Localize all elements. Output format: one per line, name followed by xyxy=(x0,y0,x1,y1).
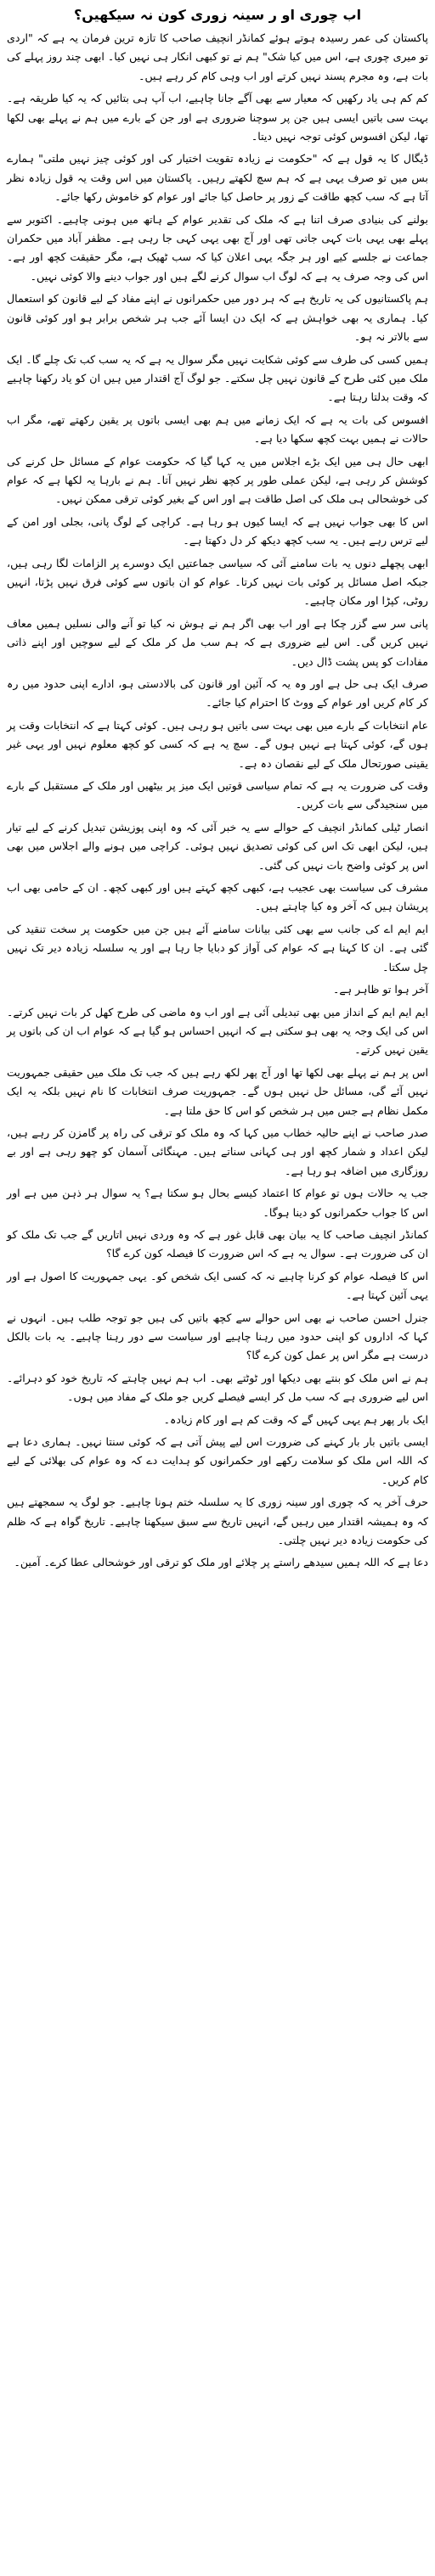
article-paragraph: صرف ایک ہی حل ہے اور وہ یہ کہ آئین اور قانون کی بالادستی ہو، ادارے اپنی حدود میں رہ کر کام کریں اور عوام کے ووٹ کا احترام کیا جائے۔ xyxy=(7,677,428,710)
article-paragraph: کمانڈر انچیف صاحب کا یہ بیان بھی قابل غور ہے کہ وہ وردی نہیں اتاریں گے جب تک ملک کو ان کی ضرورت ہے۔ سوال یہ ہے کہ اس ضرورت کا فیصلہ کون کرے گا؟ xyxy=(7,1227,428,1260)
article-paragraph: ابھی حال ہی میں ایک بڑے اجلاس میں یہ کہا گیا کہ حکومت عوام کے مسائل حل کرنے کی کوشش کر رہی ہے، لیکن عملی طور پر کچھ نظر نہیں آتا۔ ہم نے بارہا یہ لکھا ہے کہ عوام کی خوشحالی ہی ملک کی اصل طاقت ہے اور اس کے بغیر کوئی ترقی ممکن نہیں۔ xyxy=(7,454,428,506)
article-paragraph: مشرف کی سیاست بھی عجیب ہے، کبھی کچھ کہتے ہیں اور کبھی کچھ۔ ان کے حامی بھی اب پریشان ہیں کہ آخر وہ کیا چاہتے ہیں۔ xyxy=(7,881,428,913)
article-paragraph: ایسی باتیں بار بار کہنے کی ضرورت اس لیے پیش آتی ہے کہ کوئی سنتا نہیں۔ ہماری دعا ہے کہ اللہ اس ملک کو سلامت رکھے اور حکمرانوں کو ہدایت دے کہ وہ عوام کی بھلائی کے لیے کام کریں۔ xyxy=(7,1435,428,1486)
article-paragraph: صدر صاحب نے اپنے حالیہ خطاب میں کہا کہ وہ ملک کو ترقی کی راہ پر گامزن کر رہے ہیں، لیکن اعداد و شمار کچھ اور ہی کہانی سناتے ہیں۔ مہنگائی آسمان کو چھو رہی ہے اور بے روزگاری میں اضافہ ہو رہا ہے۔ xyxy=(7,1125,428,1177)
article-paragraph: اس پر ہم نے پہلے بھی لکھا تھا اور آج پھر لکھ رہے ہیں کہ جب تک ملک میں حقیقی جمہوریت نہیں آئے گی، مسائل حل نہیں ہوں گے۔ جمہوریت صرف انتخابات کا نام نہیں بلکہ یہ ایک مکمل نظام ہے جس میں ہر شخص کو اس کا حق ملتا ہے۔ xyxy=(7,1065,428,1117)
article-paragraph: ایم ایم ایم کے انداز میں بھی تبدیلی آئی ہے اور اب وہ ماضی کی طرح کھل کر بات نہیں کرتے۔ اس کی ایک وجہ یہ بھی ہو سکتی ہے کہ انہیں احساس ہو گیا ہے کہ عوام اب ان کی باتوں پر یقین نہیں کرتے۔ xyxy=(7,1005,428,1057)
article-paragraph: وقت کی ضرورت یہ ہے کہ تمام سیاسی قوتیں ایک میز پر بیٹھیں اور ملک کے مستقبل کے بارے میں سنجیدگی سے بات کریں۔ xyxy=(7,779,428,811)
article-paragraph: اس کا بھی جواب نہیں ہے کہ ایسا کیوں ہو رہا ہے۔ کراچی کے لوگ پانی، بجلی اور امن کے لیے ترس رہے ہیں۔ یہ سب کچھ دیکھ کر دل دکھتا ہے۔ xyxy=(7,514,428,547)
article-paragraph: انصار ٹیلی کمانڈر انچیف کے حوالے سے یہ خبر آئی کہ وہ اپنی پوزیشن تبدیل کرنے کے لیے تیار ہیں، لیکن ابھی تک اس کی کوئی تصدیق نہیں ہوئی۔ کراچی میں ہونے والے اجلاس میں بھی اس پر کوئی واضح بات نہیں کی گئی۔ xyxy=(7,820,428,872)
article-paragraph: کم کم ہی یاد رکھیں کہ معیار سے بھی آگے جانا چاہیے، اب آپ ہی بتائیں کہ یہ کیا طریقہ ہے۔ بہت سی باتیں ایسی ہیں جن پر سوچنا ضروری ہے اور جن کے بارے میں ہم نے پہلے بھی لکھا تھا، لیکن افسوس کوئی توجہ نہیں دیتا۔ xyxy=(7,92,428,143)
article-paragraph: افسوس کی بات یہ ہے کہ ایک زمانے میں ہم بھی ایسی باتوں پر یقین رکھتے تھے، مگر اب حالات نے ہمیں بہت کچھ سکھا دیا ہے۔ xyxy=(7,412,428,446)
article-paragraph: ایم ایم اے کی جانب سے بھی کئی بیانات سامنے آئے ہیں جن میں حکومت پر سخت تنقید کی گئی ہے۔ ان کا کہنا ہے کہ عوام کی آواز کو دبایا جا رہا ہے اور یہ سلسلہ زیادہ دیر تک نہیں چل سکتا۔ xyxy=(7,922,428,974)
article-paragraph: اس کا فیصلہ عوام کو کرنا چاہیے نہ کہ کسی ایک شخص کو۔ یہی جمہوریت کا اصول ہے اور یہی آئین کہتا ہے۔ xyxy=(7,1269,428,1302)
article-paragraph: پانی سر سے گزر چکا ہے اور اب بھی اگر ہم نے ہوش نہ کیا تو آنے والی نسلیں ہمیں معاف نہیں کریں گی۔ اس لیے ضروری ہے کہ ہم سب مل کر ملک کے لیے سوچیں اور اپنے ذاتی مفادات کو پس پشت ڈال دیں۔ xyxy=(7,616,428,668)
article-paragraph: بولنے کی بنیادی صرف اتنا ہے کہ ملک کی تقدیر عوام کے ہاتھ میں ہونی چاہیے۔ اکتوبر سے پہلے بھی یہی بات کہی جاتی تھی اور آج بھی یہی کہی جا رہی ہے۔ مظفر آباد میں حکمران جماعت نے جلسے کیے اور ہر جگہ یہی اعلان کیا کہ سب ٹھیک ہے، مگر حقیقت کچھ اور ہے۔ اس کی وجہ صرف یہ ہے کہ لوگ اب سوال کرنے لگے ہیں اور جواب دینے والا کوئی نہیں۔ xyxy=(7,212,428,283)
article-paragraph: دعا ہے کہ اللہ ہمیں سیدھے راستے پر چلائے اور ملک کو ترقی اور خوشحالی عطا کرے۔ آمین۔ xyxy=(14,1556,428,1569)
article-paragraph: ابھی پچھلے دنوں یہ بات سامنے آئی کہ سیاسی جماعتیں ایک دوسرے پر الزامات لگا رہی ہیں، جبکہ اصل مسائل پر کوئی بات نہیں کرتا۔ عوام کو ان باتوں سے کوئی فرق نہیں پڑتا، انہیں روٹی، کپڑا اور مکان چاہیے۔ xyxy=(7,556,428,608)
article-paragraph: ہمیں کسی کی طرف سے کوئی شکایت نہیں مگر سوال یہ ہے کہ یہ سب کب تک چلے گا۔ ایک ملک میں کئی طرح کے قانون نہیں چل سکتے۔ جو لوگ آج اقتدار میں ہیں ان کو یاد رکھنا چاہیے کہ وقت بدلتا رہتا ہے۔ xyxy=(7,352,428,404)
article-paragraph: ڈیگال کا یہ قول ہے کہ "حکومت نے زیادہ تقویت اختیار کی اور کوئی چیز نہیں ملتی" ہمارے بس میں تو صرف یہی ہے کہ ہم سچ لکھتے رہیں۔ پاکستان میں اس وقت یہ قول زیادہ نظر آتا ہے کہ سب کچھ طاقت کے زور پر حاصل کیا جائے اور عوام کو خاموش رکھا جائے۔ xyxy=(7,152,428,204)
article-paragraph: جب یہ حالات ہوں تو عوام کا اعتماد کیسے بحال ہو سکتا ہے؟ یہ سوال ہر ذہن میں ہے اور اس کا جواب حکمرانوں کو دینا ہوگا۔ xyxy=(7,1187,428,1219)
article-headline: اب چوری او ر سینہ زوری کون نہ سیکھیں؟ xyxy=(73,7,362,23)
article-paragraph: ہم پاکستانیوں کی یہ تاریخ ہے کہ ہر دور میں حکمرانوں نے اپنے مفاد کے لیے قانون کو استعمال کیا۔ ہماری یہ بھی خواہش ہے کہ ایک دن ایسا آئے جب ہر شخص برابر ہو اور کوئی قانون سے بالاتر نہ ہو۔ xyxy=(7,292,428,344)
article-paragraph: عام انتخابات کے بارے میں بھی بہت سی باتیں ہو رہی ہیں۔ کوئی کہتا ہے کہ انتخابات وقت پر ہوں گے، کوئی کہتا ہے نہیں ہوں گے۔ سچ یہ ہے کہ کسی کو کچھ معلوم نہیں اور یہی غیر یقینی صورتحال ملک کے لیے نقصان دہ ہے۔ xyxy=(7,718,428,770)
article-paragraph: حرف آخر یہ کہ چوری اور سینہ زوری کا یہ سلسلہ ختم ہونا چاہیے۔ جو لوگ یہ سمجھتے ہیں کہ وہ ہمیشہ اقتدار میں رہیں گے، انہیں تاریخ سے سبق سیکھنا چاہیے۔ تاریخ گواہ ہے کہ ظلم کی حکومت زیادہ دیر نہیں چلتی۔ xyxy=(7,1496,428,1547)
article-paragraph: پاکستان کی عمر رسیدہ ہوتے ہوئے کمانڈر انچیف صاحب کا تازہ ترین فرمان یہ ہے کہ "اردی تو میری چوری ہے، اس میں کیا شک" ہم نے تو کبھی انکار ہی نہیں کیا۔ ابھی چند روز پہلے کی بات ہے، وہ مجرم پسند نہیں کرتے اور اب وہی کام کر رہے ہیں۔ xyxy=(7,31,428,82)
article-body xyxy=(7,29,428,1573)
article-paragraph: ہم نے اس ملک کو بنتے بھی دیکھا اور ٹوٹتے بھی۔ اب ہم نہیں چاہتے کہ تاریخ خود کو دہرائے۔ اس لیے ضروری ہے کہ سب مل کر ایسے فیصلے کریں جو ملک کے مفاد میں ہوں۔ xyxy=(7,1371,428,1404)
article-paragraph: ایک بار پھر ہم یہی کہیں گے کہ وقت کم ہے اور کام زیادہ۔ xyxy=(163,1412,428,1426)
article-paragraph: آخر ہوا تو ظاہر ہے۔ xyxy=(333,983,428,996)
article-paragraph: جنرل احسن صاحب نے بھی اس حوالے سے کچھ باتیں کی ہیں جو توجہ طلب ہیں۔ انہوں نے کہا کہ اداروں کو اپنی حدود میں رہنا چاہیے اور سیاست سے دور رہنا چاہیے۔ یہ بات بالکل درست ہے مگر اس پر عمل کون کرے گا؟ xyxy=(7,1310,428,1362)
